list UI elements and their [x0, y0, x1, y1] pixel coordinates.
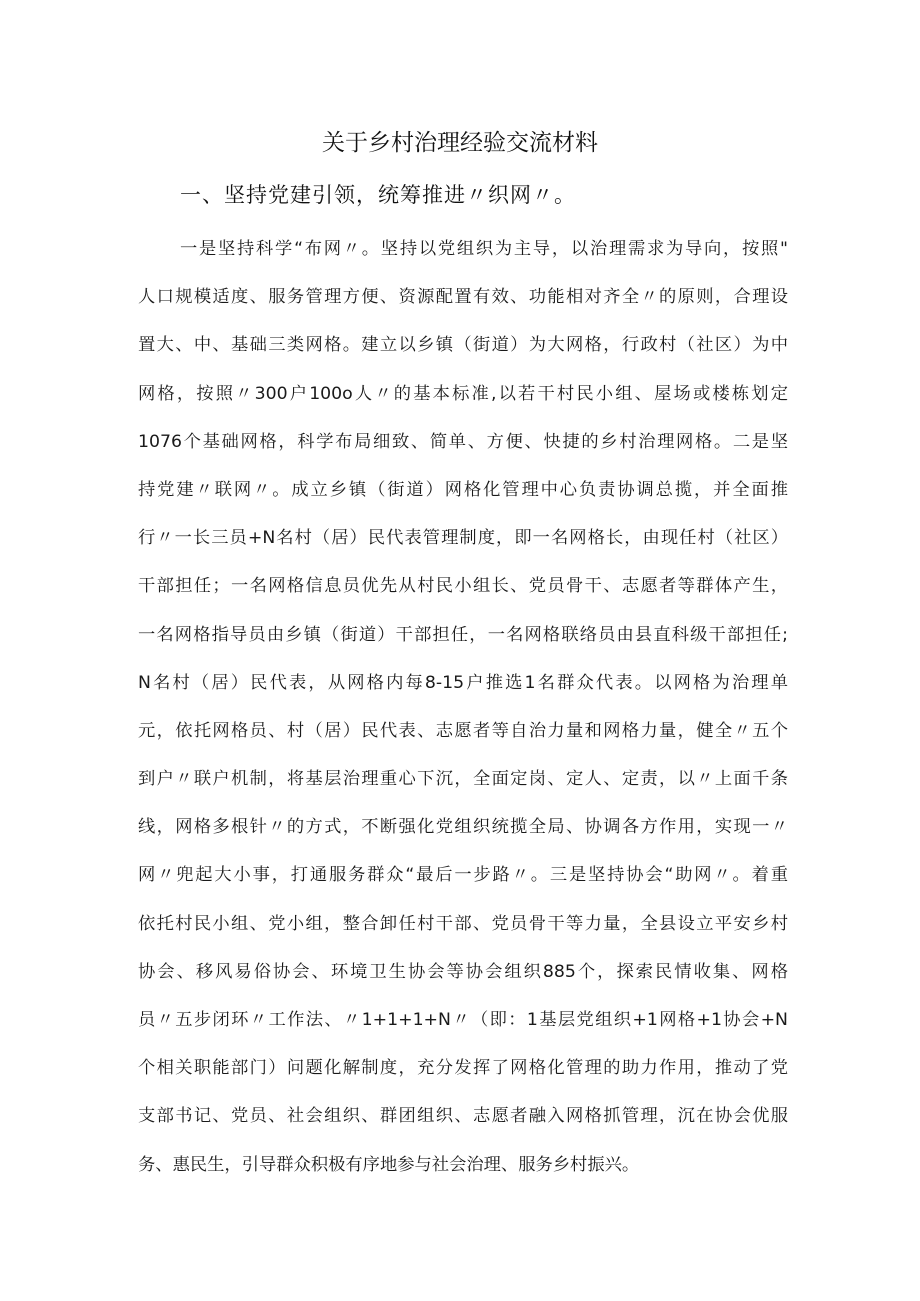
paragraph-line: 一名网格指导员由乡镇（街道）干部担任，一名网格联络员由县直科级干部担任;: [138, 624, 788, 645]
paragraph-line: 到户〃联户机制，将基层治理重心下沉，全面定岗、定人、定责，以〃上面千条: [138, 769, 788, 790]
paragraph-line: 行〃一长三员+N名村（居）民代表管理制度，即一名网格长，由现任村（社区）: [138, 528, 788, 549]
paragraph-line: 协会、移风易俗协会、环境卫生协会等协会组织885个，探索民情收集、网格: [138, 961, 788, 982]
paragraph-line: 网格，按照〃300户100o人〃的基本标准,以若干村民小组、屋场或楼栋划定: [138, 383, 788, 404]
paragraph-line: 元，依托网格员、村（居）民代表、志愿者等自治力量和网格力量，健全〃五个: [138, 720, 788, 741]
paragraph-line: N名村（居）民代表，从网格内每8-15户推选1名群众代表。以网格为治理单: [138, 672, 788, 693]
paragraph-line: 支部书记、党员、社会组织、群团组织、志愿者融入网格抓管理，沉在协会优服: [138, 1106, 788, 1127]
paragraph-line-last: 务、惠民生，引导群众积极有序地参与社会治理、服务乡村振兴。: [138, 1154, 640, 1175]
body-paragraph: [138, 225, 788, 1189]
paragraph-line: 网〃兜起大小事，打通服务群众“最后一步路〃。三是坚持协会“助网〃。着重: [138, 865, 788, 886]
paragraph-line: 置大、中、基础三类网格。建立以乡镇（街道）为大网格，行政村（社区）为中: [138, 335, 788, 356]
paragraph-line: 依托村民小组、党小组，整合卸任村干部、党员骨干等力量，全县设立平安乡村: [138, 913, 788, 934]
paragraph-line: 1076个基础网格，科学布局细致、简单、方便、快捷的乡村治理网格。二是坚: [138, 431, 788, 452]
paragraph-line: 持党建〃联网〃。成立乡镇（街道）网格化管理中心负责协调总揽，并全面推: [138, 479, 788, 500]
section-heading: 一、坚持党建引领，统筹推进〃织网〃。: [180, 183, 576, 207]
paragraph-line: 员〃五步闭环〃工作法、〃1+1+1+N〃（即：1基层党组织+1网格+1协会+N: [138, 1010, 788, 1030]
paragraph-line: 一是坚持科学“布网〃。坚持以党组织为主导，以治理需求为导向，按照": [180, 239, 788, 259]
document-title: 关于乡村治理经验交流材料: [322, 130, 598, 156]
paragraph-line: 人口规模适度、服务管理方便、资源配置有效、功能相对齐全〃的原则，合理设: [138, 287, 788, 308]
paragraph-line: 干部担任；一名网格信息员优先从村民小组长、党员骨干、志愿者等群体产生，: [138, 576, 788, 597]
paragraph-line: 线，网格多根针〃的方式，不断强化党组织统揽全局、协调各方作用，实现一〃: [138, 817, 788, 838]
paragraph-line: 个相关职能部门）问题化解制度，充分发挥了网格化管理的助力作用，推动了党: [138, 1058, 788, 1079]
